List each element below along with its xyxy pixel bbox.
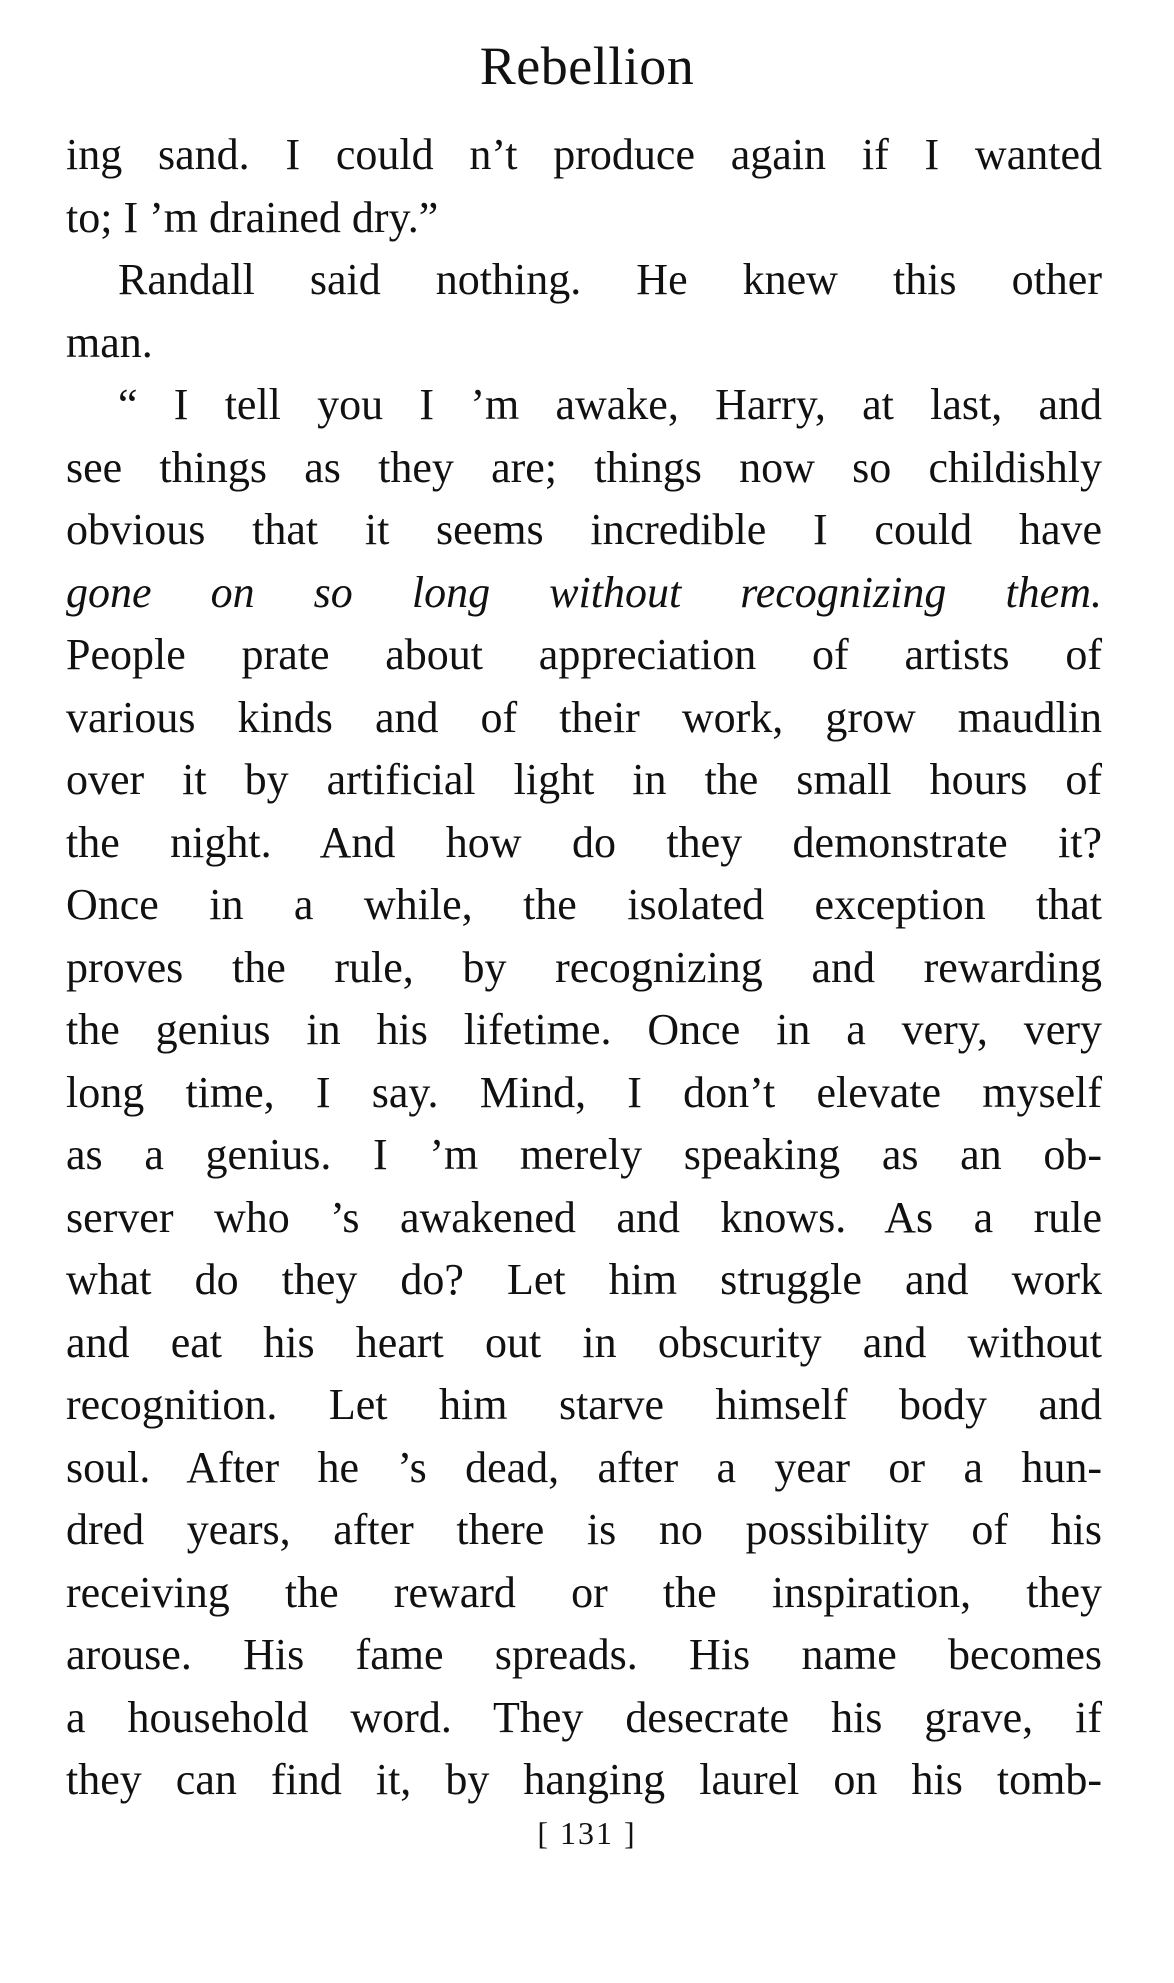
text-line: Randall said nothing. He knew this other: [118, 255, 1102, 304]
text-line: various kinds and of their work, grow maudlin: [66, 692, 1102, 742]
text-line: proves the rule, by recognizing and rewarding: [66, 942, 1102, 992]
text-line: to; I ’m drained dry.”: [66, 192, 439, 242]
text-line: as a genius. I ’m merely speaking as an ob-: [66, 1130, 1102, 1179]
text-line: what do they do? Let him struggle and work: [66, 1255, 1102, 1304]
text-line: soul. After he ’s dead, after a year or a hun-: [66, 1442, 1102, 1492]
text-line: arouse. His fame spreads. His name becomes: [66, 1630, 1102, 1679]
running-head: Rebellion: [479, 36, 695, 96]
text-line: long time, I say. Mind, I don’t elevate myself: [66, 1067, 1102, 1117]
text-line: man.: [66, 317, 153, 367]
text-line: server who ’s awakened and knows. As a rule: [66, 1192, 1102, 1242]
text-line: they can find it, by hanging laurel on his tomb-: [66, 1755, 1102, 1804]
text-line: “ I tell you I ’m awake, Harry, at last, and: [118, 380, 1102, 429]
text-line: see things as they are; things now so childishly: [66, 442, 1102, 492]
text-line: recognition. Let him starve himself body and: [66, 1380, 1102, 1429]
text-line: and eat his heart out in obscurity and without: [66, 1317, 1102, 1367]
text-line: a household word. They desecrate his grave, if: [66, 1692, 1102, 1742]
text-line: the genius in his lifetime. Once in a very, very: [66, 1005, 1102, 1054]
page-number: [ 131 ]: [537, 1815, 637, 1851]
body-text: [66, 124, 1102, 1812]
text-line: ing sand. I could n’t produce again if I wanted: [66, 130, 1102, 179]
text-line: dred years, after there is no possibility of his: [66, 1505, 1102, 1554]
text-line: the night. And how do they demonstrate it?: [66, 817, 1102, 867]
text-line: Once in a while, the isolated exception that: [66, 880, 1102, 929]
text-line: over it by artificial light in the small hours of: [66, 755, 1102, 804]
text-line: gone on so long without recognizing them.: [66, 567, 1102, 617]
text-line: People prate about appreciation of artists of: [66, 630, 1102, 679]
text-line: receiving the reward or the inspiration, they: [66, 1567, 1102, 1617]
text-line: obvious that it seems incredible I could have: [66, 505, 1102, 554]
